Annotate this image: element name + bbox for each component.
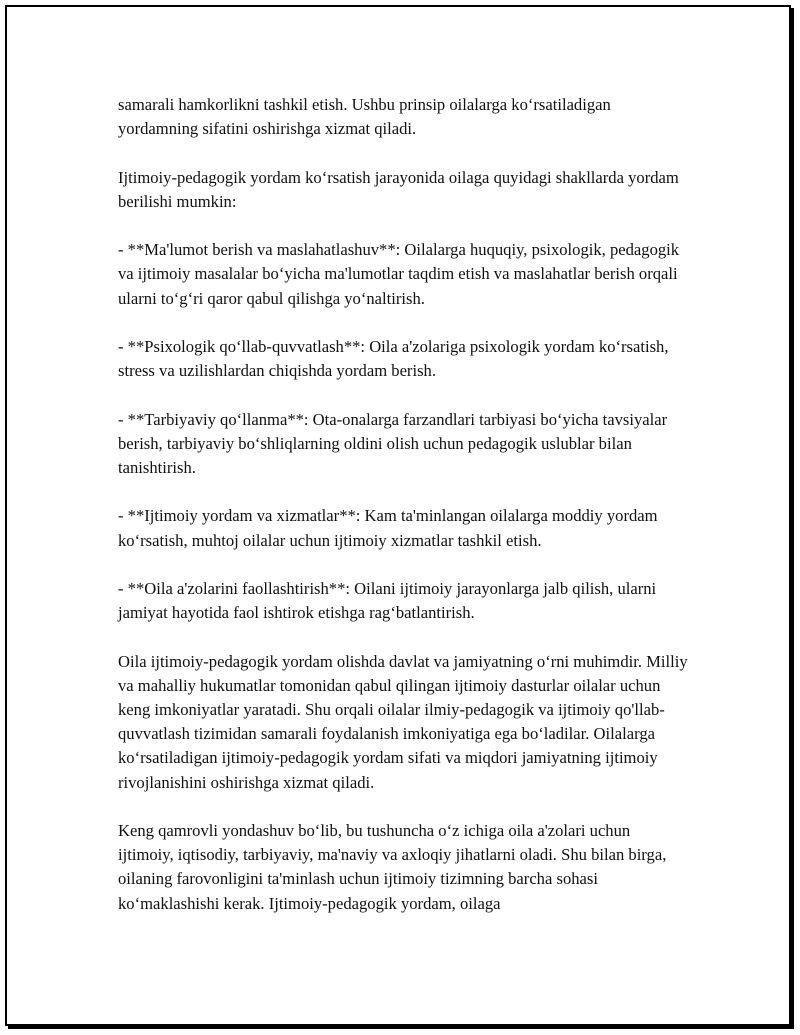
document-body (118, 93, 688, 916)
list-item-family-activation: - **Oila a'zolarini faollashtirish**: Oilani ijtimoiy jarayonlarga jalb qilish, ularni jamiyat hayotida faol ishtirok etishga rag‘batlantirish. (118, 578, 657, 623)
paragraph-state-role: Oila ijtimoiy-pedagogik yordam olishda davlat va jamiyatning o‘rni muhimdir. Milliy va mahalliy hukumatlar tomonidan qabul qilingan ijtimoiy dasturlar oilalar uchun keng imkoniyatlar yaratadi. Shu orqali oilalar ilmiy-pedagogik va ijtimoiy qo'llab-quvvatlash tizimidan samarali foydalanish imkoniyatiga ega bo‘ladilar. Oilalarga ko‘rsatiladigan ijtimoiy-pedagogik yordam sifati va miqdori jamiyatning ijtimoiy rivojlanishini oshirishga xizmat qiladi. (118, 651, 688, 792)
paragraph-forms-intro: Ijtimoiy-pedagogik yordam ko‘rsatish jarayonida oilaga quyidagi shakllarda yordam berilishi mumkin: (118, 167, 679, 211)
list-item-educational-guidance: - **Tarbiyaviy qo‘llanma**: Ota-onalarga farzandlari tarbiyasi bo‘yicha tavsiyalar berish, tarbiyaviy bo‘shliqlarning oldini olish uchun pedagogik uslublar bilan tanishtirish. (118, 409, 668, 477)
list-item-social-services: - **Ijtimoiy yordam va xizmatlar**: Kam ta'minlangan oilalarga moddiy yordam ko‘rsatish, muhtoj oilalar uchun ijtimoiy xizmatlar tashkil etish. (118, 506, 658, 550)
paragraph-comprehensive-approach: Keng qamrovli yondashuv bo‘lib, bu tushuncha o‘z ichiga oila a'zolari uchun ijtimoiy, iqtisodiy, tarbiyaviy, ma'naviy va axloqiy jihatlarni oladi. Shu bilan birga, oilaning farovonligini ta'minlash uchun ijtimoiy tizimning barcha sohasi ko‘maklashishi kerak. Ijtimoiy-pedagogik yordam, oilaga (118, 820, 667, 913)
list-item-psychological-support: - **Psixologik qo‘llab-quvvatlash**: Oila a'zolariga psixologik yordam ko‘rsatish, stress va uzilishlardan chiqishda yordam berish. (118, 336, 669, 381)
paragraph-intro-continuation: samarali hamkorlikni tashkil etish. Ushbu prinsip oilalarga ko‘rsatiladigan yordamning sifatini oshirishga xizmat qiladi. (118, 95, 611, 139)
list-item-information: - **Ma'lumot berish va maslahatlashuv**: Oilalarga huquqiy, psixologik, pedagogik va ijtimoiy masalalar bo‘yicha ma'lumotlar taqdim etish va maslahatlar berish orqali ularni to‘g‘ri qaror qabul qilishga yo‘naltirish. (118, 240, 680, 308)
